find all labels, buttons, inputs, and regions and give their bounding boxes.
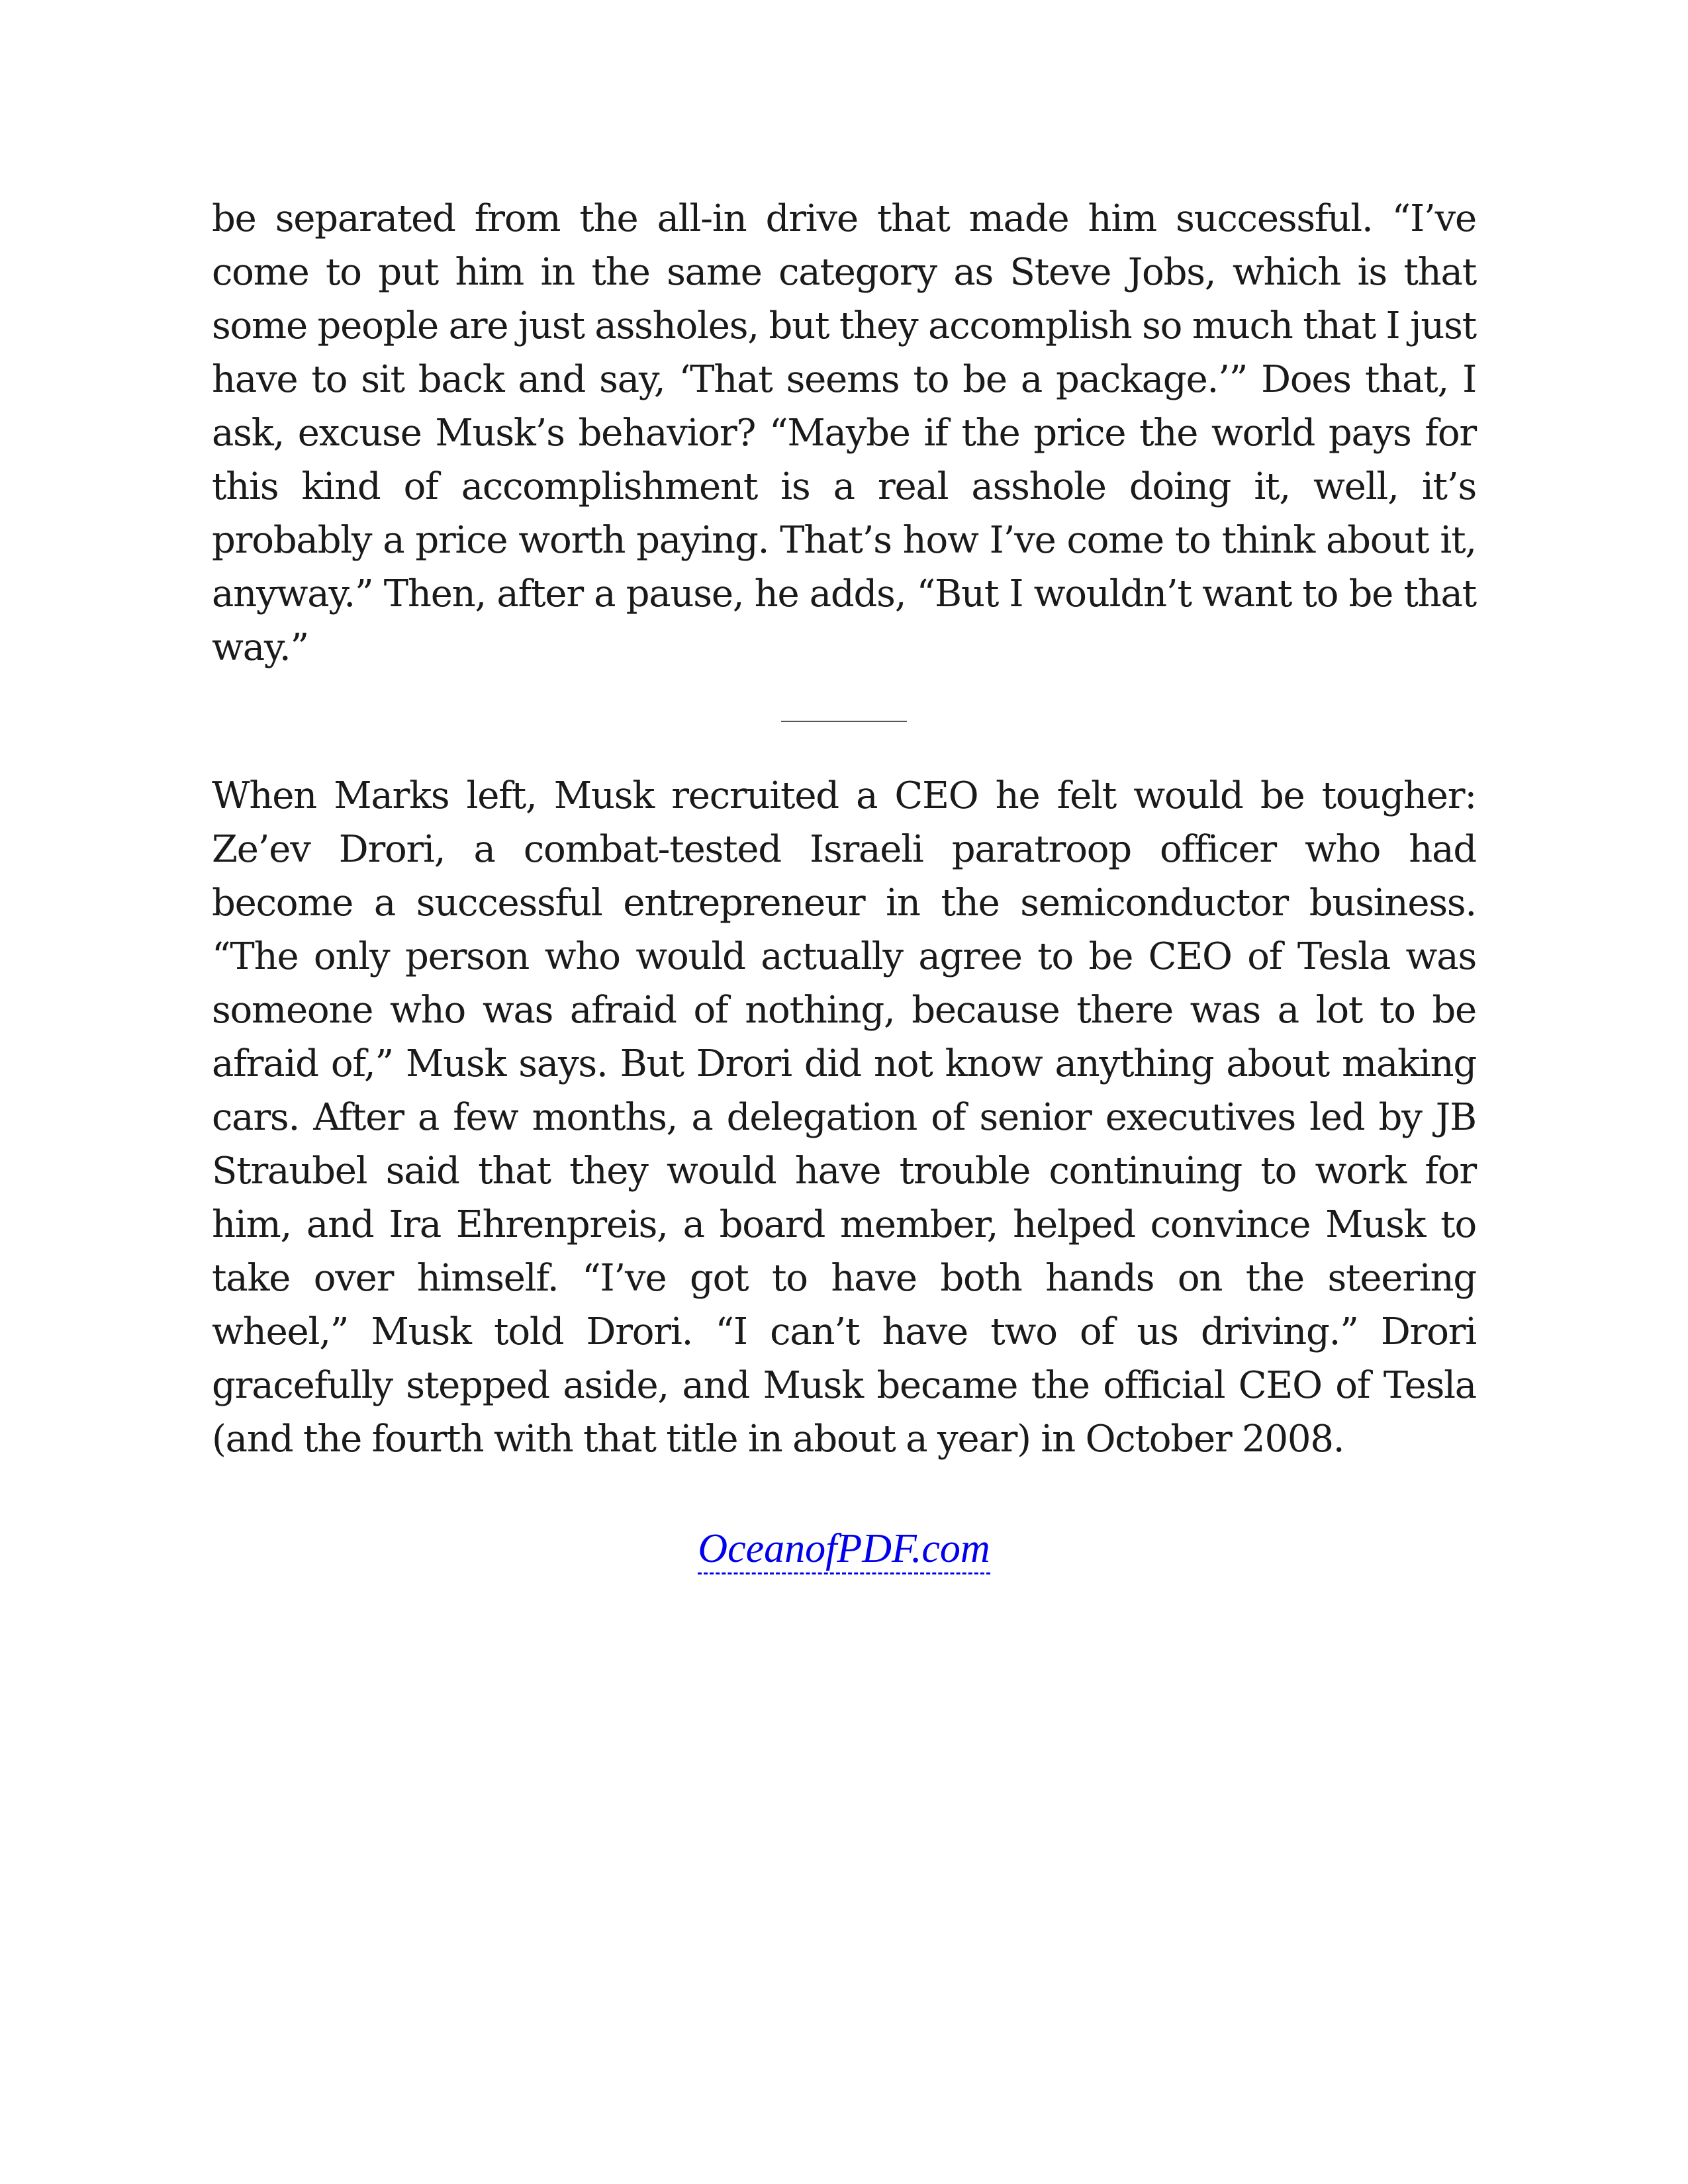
body-paragraph: be separated from the all-in drive that made him successful. “I’ve come to put him in the same category as Steve Jobs, which is that some people are just assholes, but they accomplish so much that I just have to sit back and say, ‘That seems to be a package.’” Does that, I ask, excuse Musk’s behavior? “Maybe if the price the world pays for this kind of accomplishment is a real asshole doing it, well, it’s probably a price worth paying. That’s how I’ve come to think about it, anyway.” Then, after a pause, he adds, “But I wouldn’t want to be that way.” <box>212 197 1476 669</box>
footer-link-container <box>212 1525 1476 1572</box>
section-separator <box>781 721 907 722</box>
page-content <box>212 192 1476 1572</box>
oceanofpdf-link[interactable]: OceanofPDF.com <box>698 1526 990 1574</box>
body-paragraph: When Marks left, Musk recruited a CEO he felt would be tougher: Ze’ev Drori, a combat-tested Israeli paratroop officer who had become a successful entrepreneur in the semiconductor business. “The only person who would actually agree to be CEO of Tesla was someone who was afraid of nothing, because there was a lot to be afraid of,” Musk says. But Drori did not know anything about making cars. After a few months, a delegation of senior executives led by JB Straubel said that they would have trouble continuing to work for him, and Ira Ehrenpreis, a board member, helped convince Musk to take over himself. “I’ve got to have both hands on the steering wheel,” Musk told Drori. “I can’t have two of us driving.” Drori gracefully stepped aside, and Musk became the official CEO of Tesla (and the fourth with that title in about a year) in October 2008. <box>212 774 1476 1461</box>
